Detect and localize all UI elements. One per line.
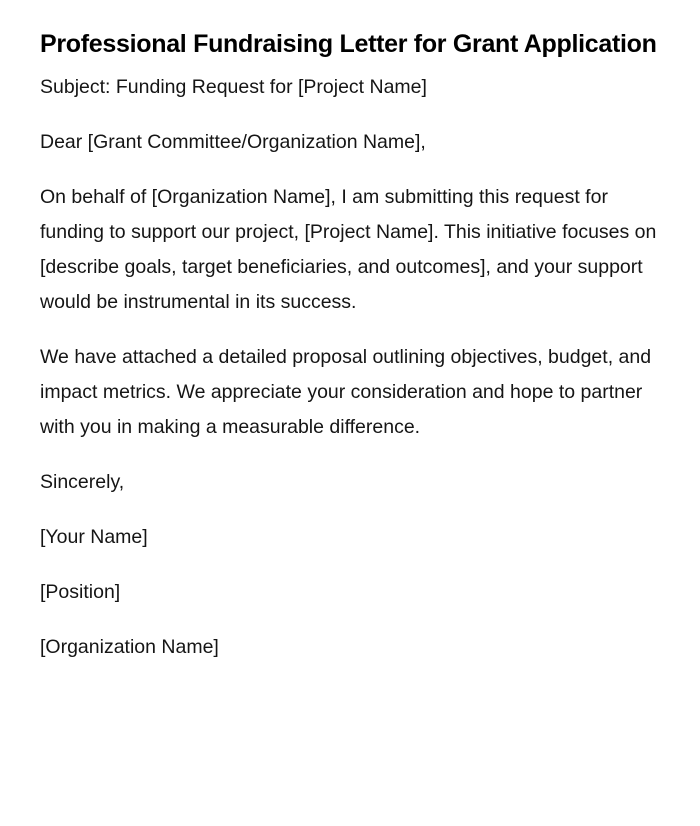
letter-title: Professional Fundraising Letter for Grant Application [40,30,657,58]
signature-position: [Position] [40,581,121,603]
signature-name: [Your Name] [40,526,148,548]
letter-body-paragraph-1: On behalf of [Organization Name], I am submitting this request for funding to support our project, [Project Name]. This initiative focuses on [describe goals, target beneficiaries, and outcomes], and your support would be instrumental in its success. [40,186,657,313]
letter-salutation: Dear [Grant Committee/Organization Name], [40,131,426,153]
signature-organization: [Organization Name] [40,636,219,658]
letter-body-paragraph-2: We have attached a detailed proposal outlining objectives, budget, and impact metrics. We appreciate your consideration and hope to partner with you in making a measurable difference. [40,346,652,438]
letter-closing: Sincerely, [40,471,125,493]
letter-subject: Subject: Funding Request for [Project Name] [40,76,427,98]
